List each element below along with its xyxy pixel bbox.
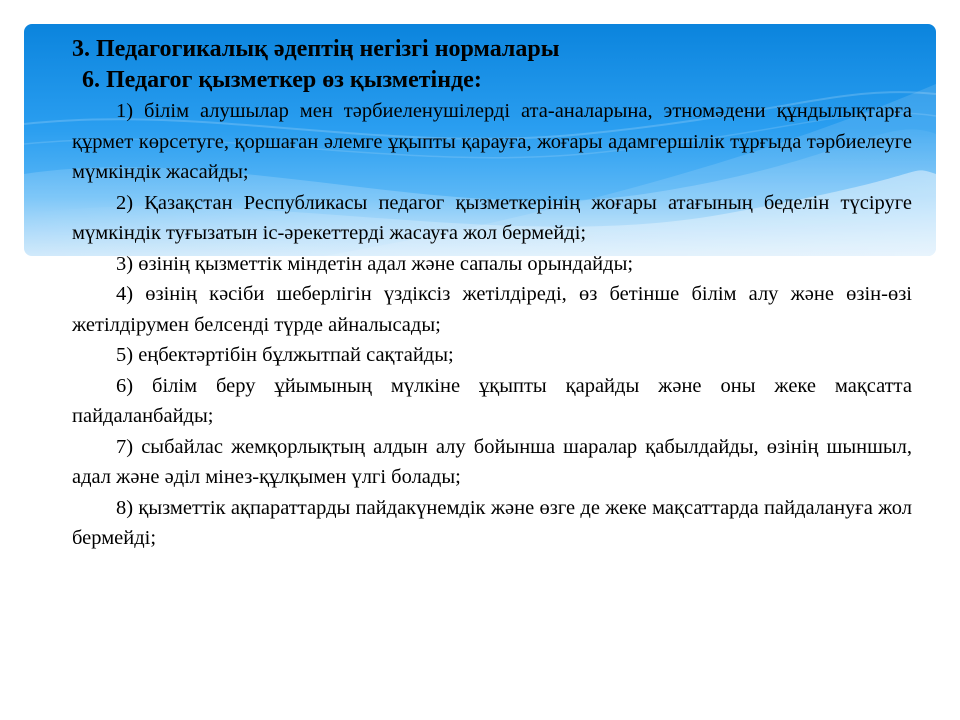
list-item: 3) өзінің қызметтік міндетін адал және сапалы орындайды; [116, 252, 634, 275]
list-item: 8) қызметтік ақпараттарды пайдакүнемдік және өзге де жеке мақсаттарда пайдалануға жол бермейді; [72, 496, 912, 549]
list-item: 7) сыбайлас жемқорлықтың алдын алу бойынша шаралар қабылдайды, өзінің шыншыл, адал және әділ мінез-құлқымен үлгі болады; [72, 435, 912, 488]
list-item: 2) Қазақстан Республикасы педагог қызметкерінің жоғары атағының беделін түсіруге мүмкіндік туғызатын іс-әрекеттерді жасауға жол бермейді; [72, 191, 912, 244]
list-item: 6) білім беру ұйымының мүлкіне ұқыпты қарайды және оны жеке мақсатта пайдаланбайды; [72, 374, 912, 427]
list-item: 4) өзінің кәсіби шеберлігін үздіксіз жетілдіреді, өз бетінше білім алу және өзін-өзі жетілдірумен белсенді түрде айналысады; [72, 283, 912, 336]
list-item: 1) білім алушылар мен тәрбиеленушілерді ата-аналарына, этномәдени құндылықтарға құрмет көрсетуге, қоршаған әлемге ұқыпты қарауға, жоғары адамгершілік тұрғыда тәрбиелеуге мүмкіндік жасайды; [72, 100, 912, 183]
norms-list [72, 96, 912, 554]
subsection-heading: 6. Педагог қызметкер өз қызметінде: [82, 67, 482, 93]
list-item: 5) еңбектәртібін бұлжытпай сақтайды; [116, 344, 454, 366]
section-heading: 3. Педагогикалық әдептің негізгі нормалары [72, 36, 560, 62]
slide-content [72, 34, 912, 554]
